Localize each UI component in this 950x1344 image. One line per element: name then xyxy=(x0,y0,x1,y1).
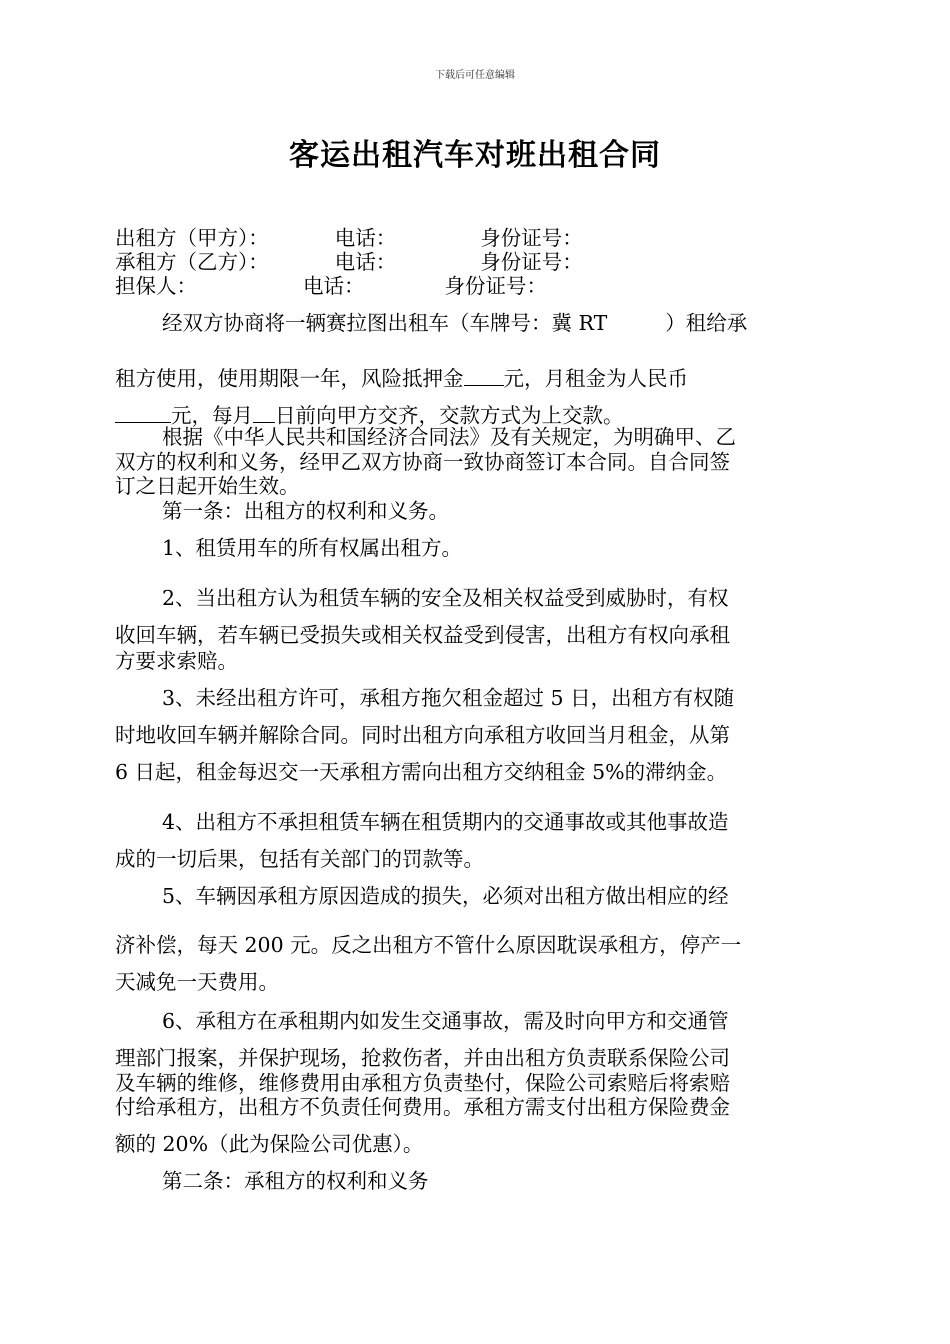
page-title: 客运出租汽车对班出租合同 xyxy=(289,138,661,173)
clause3-line1: 3、未经出租方许可，承租方拖欠租金超过 5 日，出租方有权随 xyxy=(162,686,735,710)
lessee-row xyxy=(115,252,583,273)
guarantor-phone-label: 电话： xyxy=(303,274,365,298)
lessor-phone-label: 电话： xyxy=(334,226,397,250)
rent-blank xyxy=(115,401,171,423)
clause6-line2: 理部门报案，并保护现场，抢救伤者，并由出租方负责联系保险公司 xyxy=(115,1046,730,1070)
paragraph2-line2: 双方的权利和义务，经甲乙双方协商一致协商签订本合同。自合同签 xyxy=(115,450,730,474)
lessee-phone-label: 电话： xyxy=(334,250,397,274)
clause2-line3: 方要求索赔。 xyxy=(115,649,238,673)
guarantor-label: 担保人： xyxy=(115,274,197,298)
paragraph1-line1: 经双方协商将一辆赛拉图出租车（车牌号：冀 RT ）租给承 xyxy=(162,311,748,335)
paragraph1-line2: 租方使用，使用期限一年，风险抵押金 元，月租金为人民币 xyxy=(115,364,688,389)
clause6-line5: 额的 20%（此为保险公司优惠）。 xyxy=(115,1132,424,1156)
paragraph1-line3: 元，每月 日前向甲方交齐，交款方式为上交款。 xyxy=(115,401,624,426)
deposit-blank xyxy=(464,364,504,386)
clause6-line3: 及车辆的维修，维修费用由承租方负责垫付，保险公司索赔后将索赔 xyxy=(115,1071,730,1095)
article1-heading: 第一条：出租方的权利和义务。 xyxy=(162,499,449,523)
paragraph2-line1: 根据《中华人民共和国经济合同法》及有关规定，为明确甲、乙 xyxy=(162,425,736,449)
clause4-line2: 成的一切后果，包括有关部门的罚款等。 xyxy=(115,847,484,871)
clause1: 1、租赁用车的所有权属出租方。 xyxy=(162,536,463,560)
clause4-line1: 4、出租方不承担租赁车辆在租赁期内的交通事故或其他事故造 xyxy=(162,810,729,834)
clause2-line2: 收回车辆，若车辆已受损失或相关权益受到侵害，出租方有权向承租 xyxy=(115,623,730,647)
clause3-line2: 时地收回车辆并解除合同。同时出租方向承租方收回当月租金，从第 xyxy=(115,723,730,747)
header-note: 下载后可任意编辑 xyxy=(435,70,515,81)
day-blank xyxy=(253,401,275,423)
clause5-line3: 天减免一天费用。 xyxy=(115,970,279,994)
lessor-label: 出租方（甲方）： xyxy=(115,226,269,250)
lessor-id-label: 身份证号： xyxy=(480,226,583,250)
guarantor-id-label: 身份证号： xyxy=(444,274,547,298)
lessor-row xyxy=(115,228,583,249)
clause2-line1: 2、当出租方认为租赁车辆的安全及相关权益受到威胁时，有权 xyxy=(162,586,729,610)
clause5-line1: 5、车辆因承租方原因造成的损失，必须对出租方做出相应的经 xyxy=(162,884,729,908)
clause3-line3: 6 日起，租金每迟交一天承租方需向出租方交纳租金 5%的滞纳金。 xyxy=(115,760,728,784)
lessee-label: 承租方（乙方）： xyxy=(115,250,269,274)
clause5-line2: 济补偿，每天 200 元。反之出租方不管什么原因耽误承租方，停产一 xyxy=(115,933,742,957)
clause6-line4: 付给承租方，出租方不负责任何费用。承租方需支付出租方保险费金 xyxy=(115,1095,730,1119)
guarantor-row xyxy=(115,276,547,297)
lessee-id-label: 身份证号： xyxy=(480,250,583,274)
article2-heading: 第二条：承租方的权利和义务 xyxy=(162,1169,429,1193)
paragraph2-line3: 订之日起开始生效。 xyxy=(115,474,300,498)
clause6-line1: 6、承租方在承租期内如发生交通事故，需及时向甲方和交通管 xyxy=(162,1009,729,1033)
